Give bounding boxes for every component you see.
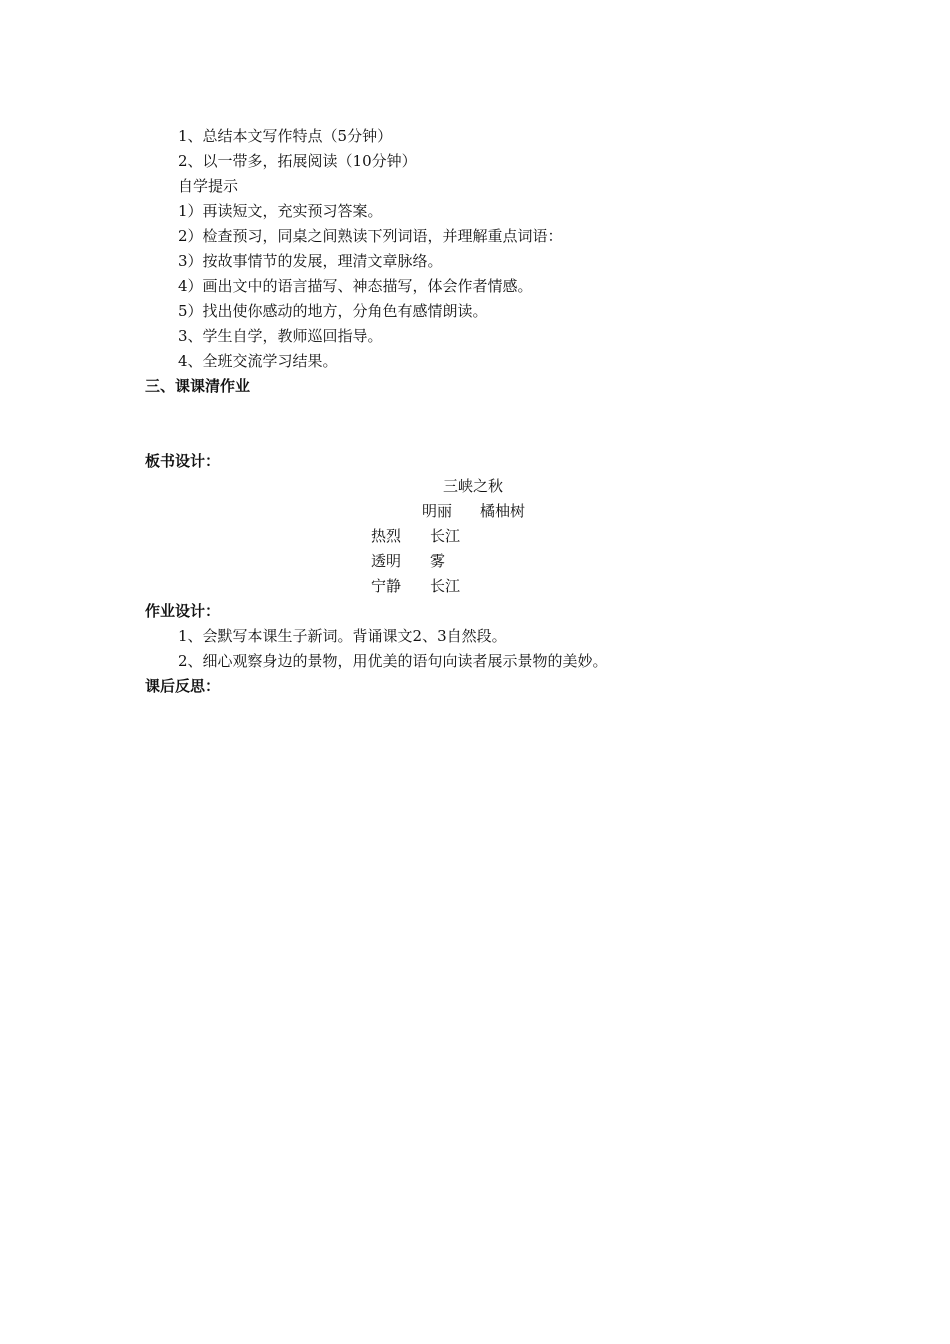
homework-item-1: 1、会默写本课生子新词。背诵课文2、3自然段。 <box>178 627 507 645</box>
board-row-2-left: 热烈 <box>371 527 402 545</box>
board-title: 三峡之秋 <box>443 477 504 495</box>
tip-item-4: 4）画出文中的语言描写、神态描写，体会作者情感。 <box>178 277 533 295</box>
tip-item-3: 3）按故事情节的发展，理清文章脉络。 <box>178 252 443 270</box>
board-row-4-right: 长江 <box>430 577 461 595</box>
self-study-tips-title: 自学提示 <box>178 177 239 195</box>
board-design-heading: 板书设计： <box>145 452 221 470</box>
tip-item-5: 5）找出使你感动的地方，分角色有感情朗读。 <box>178 302 488 320</box>
board-row-1-left: 明丽 <box>422 502 453 520</box>
board-row-2-right: 长江 <box>430 527 461 545</box>
homework-item-2: 2、细心观察身边的景物，用优美的语句向读者展示景物的美妙。 <box>178 652 608 670</box>
homework-heading: 作业设计： <box>145 602 221 620</box>
tip-item-2: 2）检查预习，同桌之间熟读下列词语，并理解重点词语： <box>178 227 563 245</box>
section-3-heading: 三、课课清作业 <box>145 377 251 395</box>
board-row-3-left: 透明 <box>371 552 402 570</box>
tip-item-1: 1）再读短文，充实预习答案。 <box>178 202 383 220</box>
reflection-heading: 课后反思： <box>145 677 221 695</box>
step-item-3: 3、学生自学，教师巡回指导。 <box>178 327 383 345</box>
step-item-2: 2、以一带多，拓展阅读（10分钟） <box>178 152 417 170</box>
board-row-4-left: 宁静 <box>371 577 402 595</box>
step-item-1: 1、总结本文写作特点（5分钟） <box>178 127 393 145</box>
board-row-3-right: 雾 <box>430 552 446 570</box>
board-row-1-right: 橘柚树 <box>480 502 526 520</box>
step-item-4: 4、全班交流学习结果。 <box>178 352 338 370</box>
